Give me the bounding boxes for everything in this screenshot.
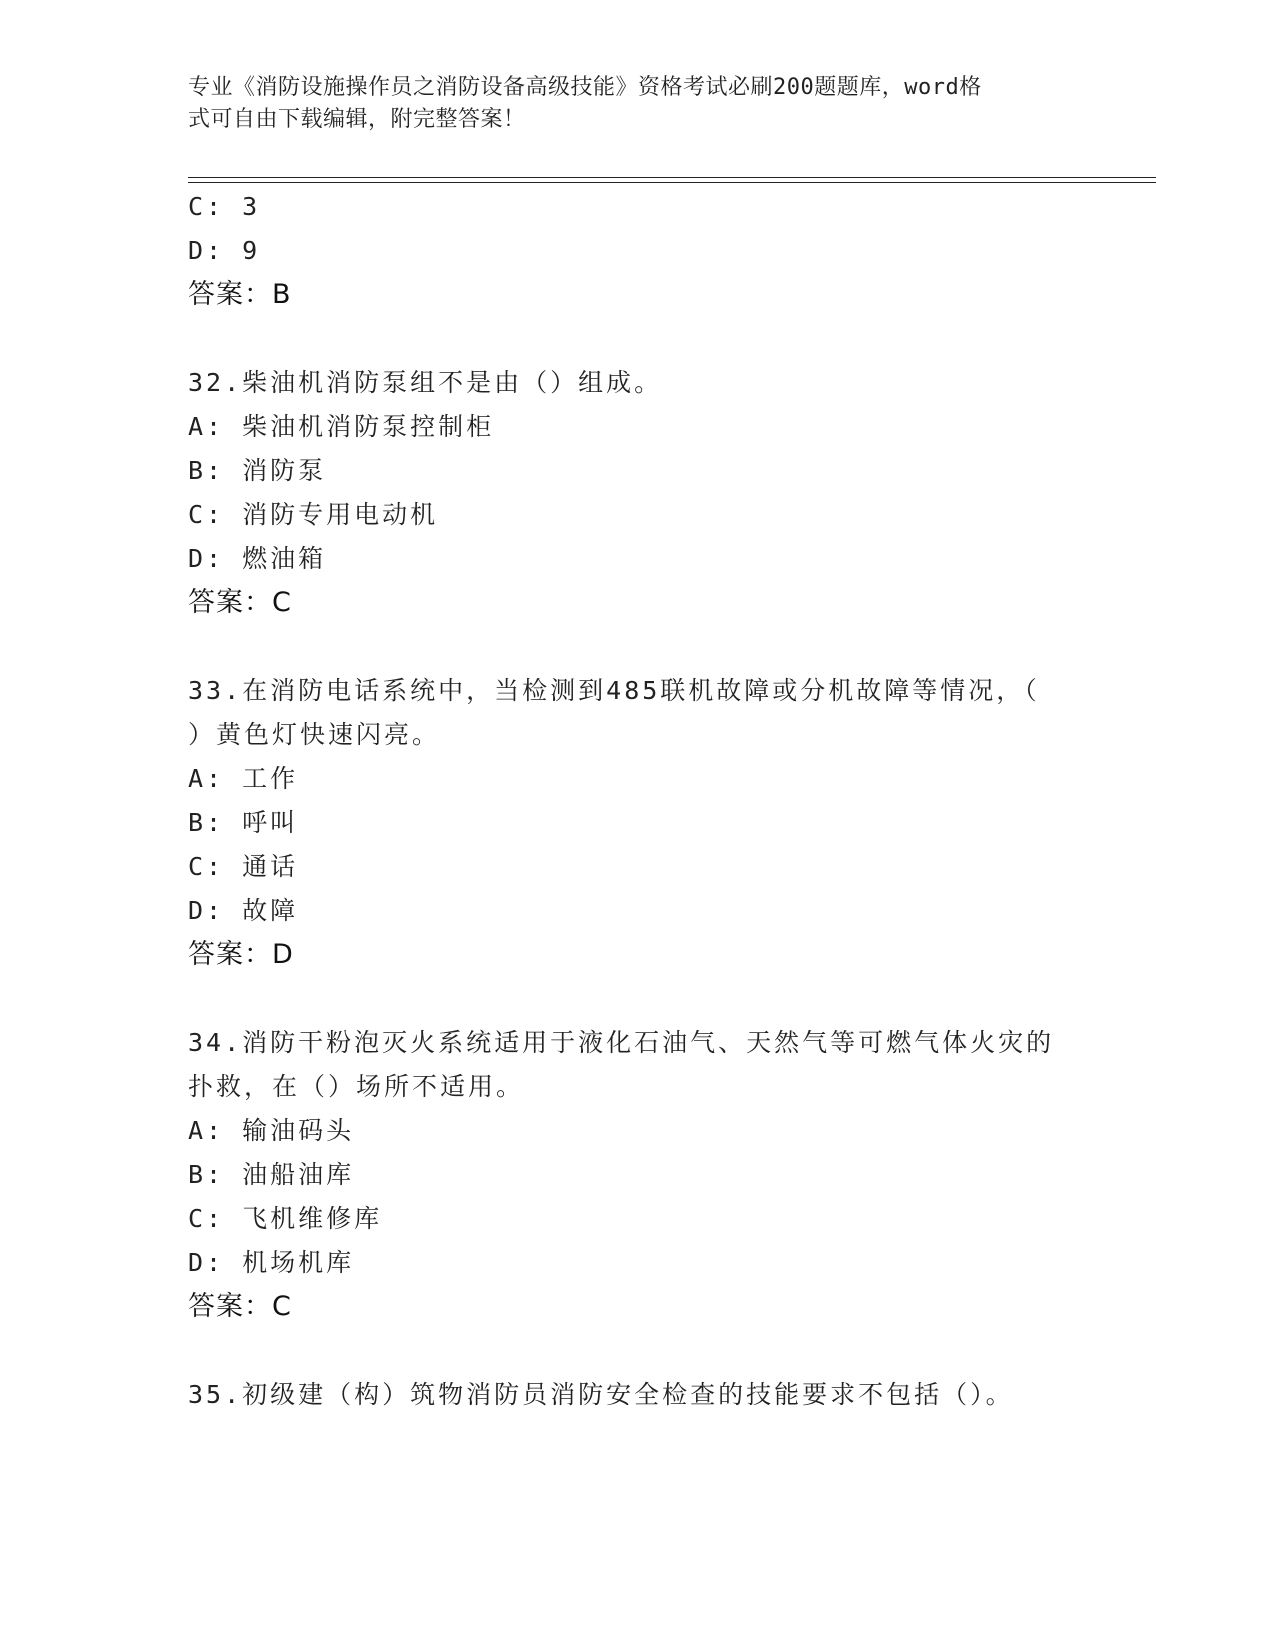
option-c: C: 飞机维修库	[188, 1204, 383, 1233]
question-stem: 34.消防干粉泡灭火系统适用于液化石油气、天然气等可燃气体火灾的	[188, 1028, 1055, 1057]
answer-line: 答案：B	[188, 279, 292, 310]
option-b: B: 消防泵	[188, 456, 327, 485]
answer-line: 答案：C	[188, 1291, 292, 1322]
document-header	[188, 72, 1068, 136]
question-stem-continued: ）黄色灯快速闪亮。	[188, 720, 441, 749]
answer-line: 答案：D	[188, 939, 294, 970]
option-c: C: 通话	[188, 852, 299, 881]
option-a: A: 工作	[188, 764, 299, 793]
option-a: A: 输油码头	[188, 1116, 355, 1145]
option-a: A: 柴油机消防泵控制柜	[188, 412, 495, 441]
question-stem: 33.在消防电话系统中，当检测到485联机故障或分机故障等情况，（	[188, 676, 1040, 705]
option-c: C: 消防专用电动机	[188, 500, 439, 529]
option-d: D: 机场机库	[188, 1248, 355, 1277]
question-stem: 35.初级建（构）筑物消防员消防安全检查的技能要求不包括（）。	[188, 1380, 1014, 1409]
question-stem-continued: 扑救，在（）场所不适用。	[188, 1072, 525, 1101]
option-d: D: 故障	[188, 896, 299, 925]
header-line-2: 式可自由下载编辑，附完整答案！	[188, 107, 526, 132]
option-b: B: 呼叫	[188, 808, 299, 837]
option-d: D: 燃油箱	[188, 544, 327, 573]
question-stem: 32.柴油机消防泵组不是由（）组成。	[188, 368, 663, 397]
answer-line: 答案：C	[188, 587, 292, 618]
option-d: D: 9	[188, 236, 261, 265]
header-rule-bottom	[188, 182, 1156, 183]
option-b: B: 油船油库	[188, 1160, 355, 1189]
header-rule-top	[188, 177, 1156, 178]
option-c: C: 3	[188, 192, 261, 221]
header-line-1: 专业《消防设施操作员之消防设备高级技能》资格考试必刷200题题库，word格	[188, 75, 982, 100]
